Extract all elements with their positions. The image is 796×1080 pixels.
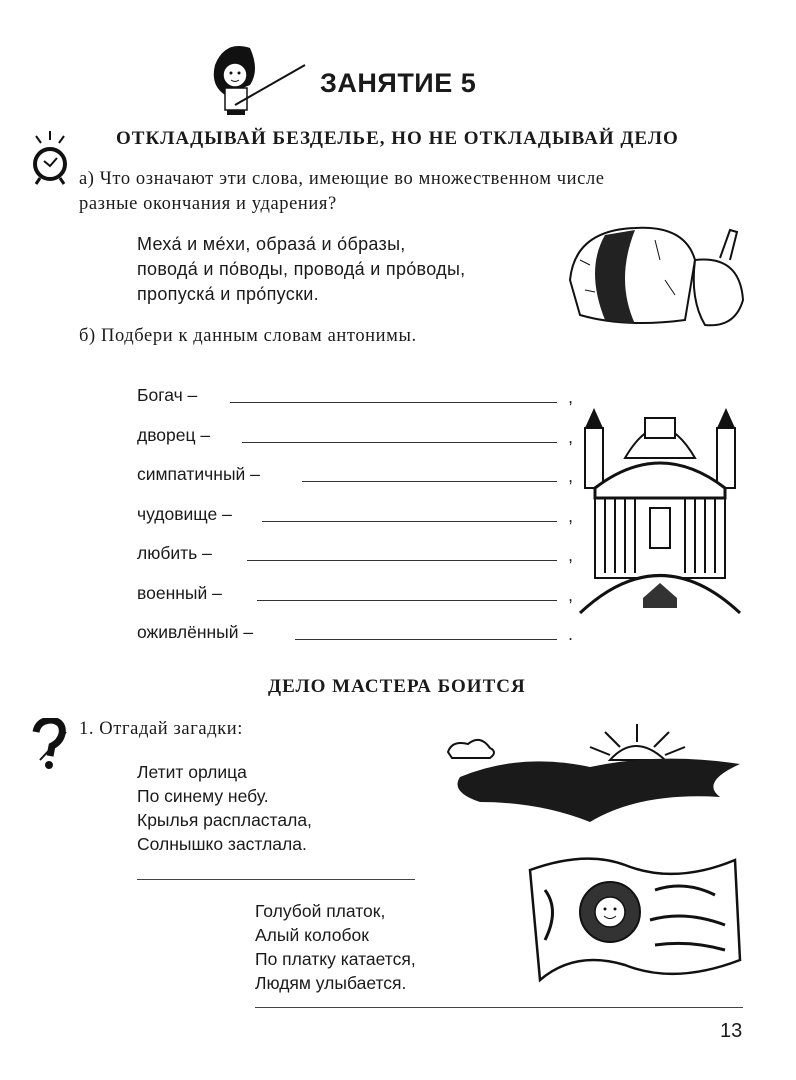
riddle-line: По платку катается, — [255, 949, 416, 969]
task-a-line-1: а) Что означают эти слова, имеющие во множественном числе — [79, 169, 605, 189]
antonym-row — [137, 385, 577, 409]
question-mark-icon — [30, 718, 70, 770]
riddle-2 — [255, 899, 416, 995]
antonym-word: любить – — [137, 543, 212, 563]
punctuation: , — [568, 387, 573, 407]
task-1-text: 1. Отгадай загадки: — [79, 719, 244, 739]
page-number: 13 — [720, 1020, 743, 1042]
antonym-word: дворец – — [137, 425, 211, 445]
word-pair-line: пропуска́ и про́пуски. — [137, 284, 319, 304]
palace-illustration — [575, 398, 745, 616]
sky-scarf-illustration — [525, 850, 745, 990]
task-b-text: б) Подбери к данным словам антонимы. — [79, 326, 417, 346]
answer-blank[interactable] — [302, 481, 557, 482]
antonym-row — [137, 425, 577, 449]
antonym-word: симпатичный – — [137, 464, 260, 484]
punctuation: , — [568, 466, 573, 486]
answer-line-2[interactable] — [255, 1007, 743, 1008]
answer-blank[interactable] — [230, 402, 557, 403]
word-pair-line: Меха́ и ме́хи, образа́ и о́бразы, — [137, 234, 406, 254]
antonym-word: военный – — [137, 583, 222, 603]
antonym-row — [137, 583, 577, 607]
teacher-mascot-illustration — [205, 40, 310, 120]
antonym-row — [137, 543, 577, 567]
punctuation: , — [568, 585, 573, 605]
punctuation: , — [568, 506, 573, 526]
riddle-line: Голубой платок, — [255, 901, 386, 921]
punctuation: , — [568, 545, 573, 565]
riddle-line: Крылья распластала, — [137, 810, 312, 830]
task-a-line-2: разные окончания и ударения? — [79, 194, 337, 214]
antonym-word: чудовище – — [137, 504, 232, 524]
antonym-row — [137, 504, 577, 528]
antonym-row — [137, 464, 577, 488]
answer-blank[interactable] — [262, 521, 557, 522]
punctuation: . — [568, 624, 573, 644]
answer-blank[interactable] — [247, 560, 557, 561]
punctuation: , — [568, 427, 573, 447]
answer-blank[interactable] — [295, 639, 557, 640]
antonym-word: Богач – — [137, 385, 198, 405]
section-heading-1: ОТКЛАДЫВАЙ БЕЗДЕЛЬЕ, НО НЕ ОТКЛАДЫВАЙ ДЕЛО — [116, 128, 679, 149]
section-heading-2: ДЕЛО МАСТЕРА БОИТСЯ — [268, 676, 526, 697]
answer-line-1[interactable] — [137, 879, 415, 880]
word-pair-line: повода́ и по́воды, провода́ и про́воды, — [137, 259, 466, 279]
cloud-sun-illustration — [440, 722, 745, 827]
riddle-line: Солнышко застлала. — [137, 834, 307, 854]
fur-hat-illustration — [565, 220, 750, 330]
lesson-title: ЗАНЯТИЕ 5 — [320, 68, 477, 98]
answer-blank[interactable] — [242, 442, 557, 443]
answer-blank[interactable] — [257, 600, 557, 601]
riddle-line: Алый колобок — [255, 925, 369, 945]
riddle-1 — [137, 760, 312, 856]
antonym-word: оживлённый – — [137, 622, 254, 642]
riddle-line: Людям улыбается. — [255, 973, 407, 993]
alarm-clock-icon — [28, 128, 72, 188]
riddle-line: Летит орлица — [137, 762, 247, 782]
riddle-line: По синему небу. — [137, 786, 269, 806]
antonym-row — [137, 622, 577, 646]
